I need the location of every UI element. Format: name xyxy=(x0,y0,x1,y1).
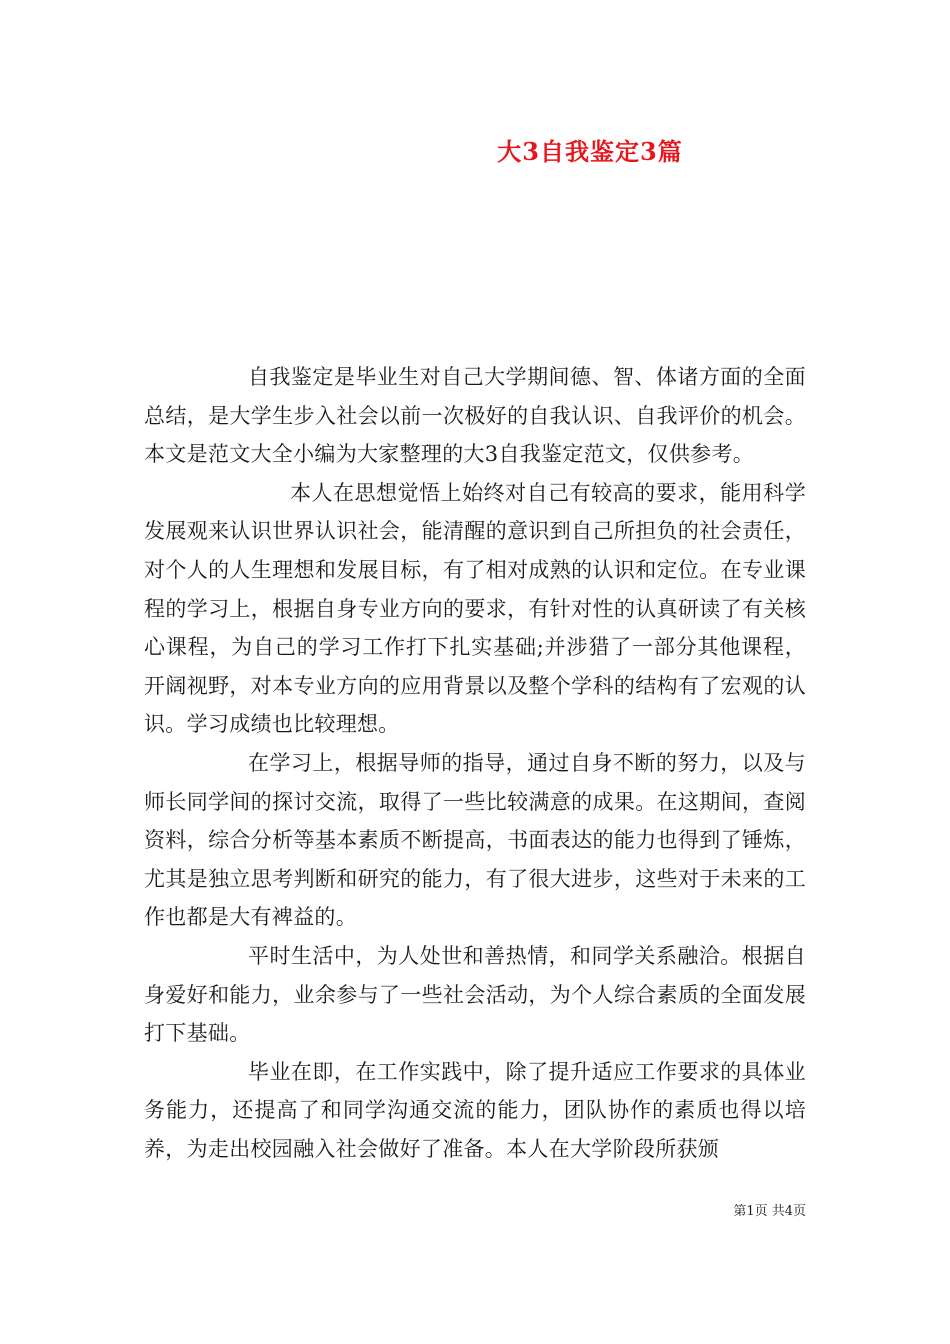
paragraph-graduation: 毕业在即，在工作实践中，除了提升适应工作要求的具体业务能力，还提高了和同学沟通交流的能力，团队协作的素质也得以培养，为走出校园融入社会做好了准备。本人在大学阶段所获颁 xyxy=(144,1059,806,1161)
paragraph-life: 平时生活中，为人处世和善热情，和同学关系融洽。根据自身爱好和能力，业余参与了一些社会活动，为个人综合素质的全面发展打下基础。 xyxy=(144,943,806,1046)
document-body xyxy=(144,358,806,1168)
paragraph-ideology: 本人在思想觉悟上始终对自己有较高的要求，能用科学发展观来认识世界认识社会，能清醒的意识到自己所担负的社会责任，对个人的人生理想和发展目标，有了相对成熟的认识和定位。在专业课程的学习上，根据自身专业方向的要求，有针对性的认真研读了有关核心课程，为自己的学习工作打下扎实基础;并涉猎了一部分其他课程，开阔视野，对本专业方向的应用背景以及整个学科的结构有了宏观的认识。学习成绩也比较理想。 xyxy=(144,480,806,737)
page-number: 第1页 共4页 xyxy=(733,1204,806,1219)
paragraph-study: 在学习上，根据导师的指导，通过自身不断的努力，以及与师长同学间的探讨交流，取得了一些比较满意的成果。在这期间，查阅资料，综合分析等基本素质不断提高，书面表达的能力也得到了锤炼，尤其是独立思考判断和研究的能力，有了很大进步，这些对于未来的工作也都是大有裨益的。 xyxy=(144,750,806,930)
document-title: 大3自我鉴定3篇 xyxy=(497,137,683,166)
paragraph-intro: 自我鉴定是毕业生对自己大学期间德、智、体诸方面的全面总结，是大学生步入社会以前一次极好的自我认识、自我评价的机会。本文是范文大全小编为大家整理的大3自我鉴定范文，仅供参考。 xyxy=(144,365,806,467)
